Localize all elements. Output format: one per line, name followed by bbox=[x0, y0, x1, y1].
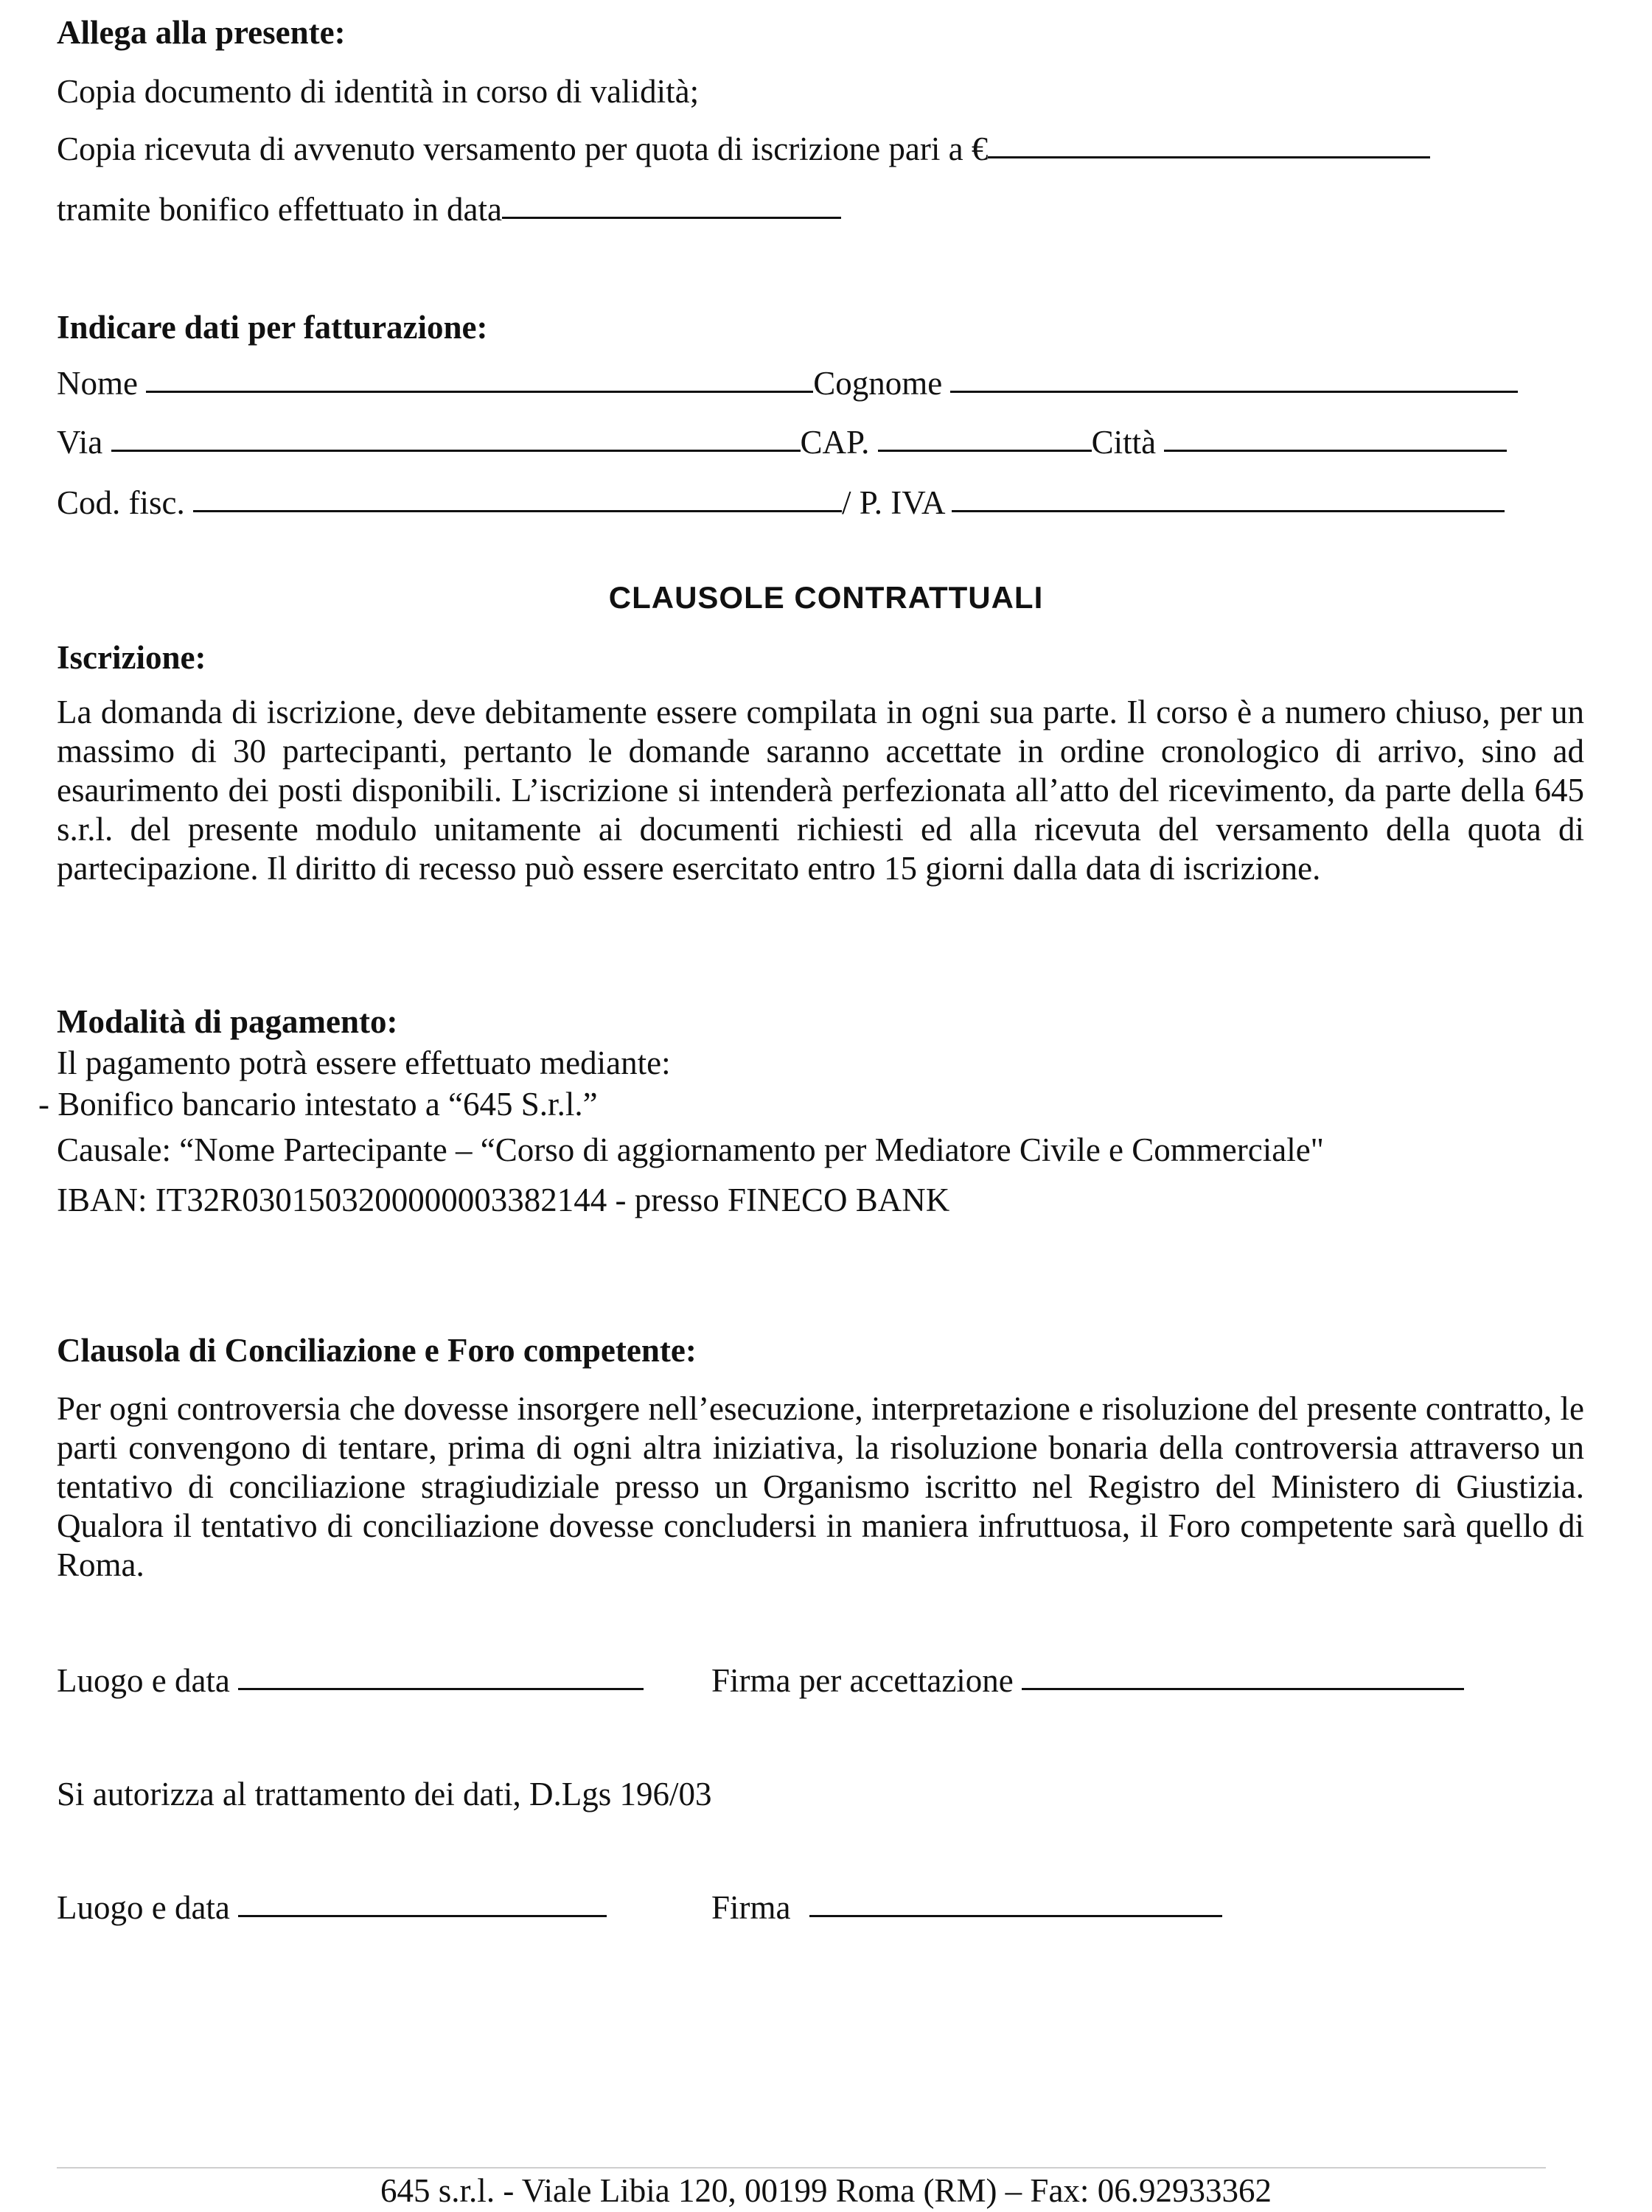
citta-field[interactable] bbox=[1164, 450, 1507, 452]
label-firma-accettazione: Firma per accettazione bbox=[711, 1662, 1014, 1699]
label-cognome: Cognome bbox=[813, 365, 943, 402]
row-firma bbox=[711, 1888, 1222, 1927]
label-via: Via bbox=[57, 424, 103, 461]
label-codfisc: Cod. fisc. bbox=[57, 484, 185, 521]
via-field[interactable] bbox=[111, 450, 801, 452]
quota-field[interactable] bbox=[988, 156, 1430, 158]
row-luogo-data-1 bbox=[57, 1661, 644, 1700]
iscrizione-text: La domanda di iscrizione, deve debitamente essere compilata in ogni sua parte. Il corso è a numero chiuso, per un massimo di 30 partecipanti, pertanto le domande saranno accettate in ordine cronologico di arrivo, sino ad esaurimento dei posti disponibili. L’iscrizione si intenderà perfezionata all’atto del ricevimento, da parte della 645 s.r.l. del presente modulo unitamente ai documenti richiesti ed alla ricevuta del versamento della quota di partecipazione. Il diritto di recesso può essere esercitato entro 15 giorni dalla data di iscrizione. bbox=[57, 694, 1584, 887]
luogo-data-field-2[interactable] bbox=[238, 1915, 607, 1917]
row-luogo-data-2 bbox=[57, 1888, 607, 1927]
luogo-data-field-1[interactable] bbox=[238, 1688, 644, 1690]
row-firma-accettazione bbox=[711, 1661, 1464, 1700]
pagamento-line-iban: IBAN: IT32R0301503200000003382144 - presso FINECO BANK bbox=[57, 1182, 950, 1218]
allega-row-bonifico bbox=[57, 190, 841, 228]
label-luogo-data-1: Luogo e data bbox=[57, 1662, 230, 1699]
cognome-field[interactable] bbox=[950, 391, 1518, 393]
cap-field[interactable] bbox=[878, 450, 1092, 452]
label-piva: / P. IVA bbox=[842, 484, 944, 521]
label-firma: Firma bbox=[711, 1889, 791, 1926]
nome-field[interactable] bbox=[146, 391, 813, 393]
pagamento-line-mediante: Il pagamento potrà essere effettuato mediante: bbox=[57, 1044, 671, 1081]
label-luogo-data-2: Luogo e data bbox=[57, 1889, 230, 1926]
autorizza-text: Si autorizza al trattamento dei dati, D.Lgs 196/03 bbox=[57, 1776, 712, 1812]
clausole-title: CLAUSOLE CONTRATTUALI bbox=[608, 580, 1044, 615]
firma-accettazione-field[interactable] bbox=[1022, 1688, 1464, 1690]
conciliazione-heading: Clausola di Conciliazione e Foro competente: bbox=[57, 1332, 697, 1369]
row-via-cap-citta bbox=[57, 423, 1507, 461]
firma-field[interactable] bbox=[809, 1915, 1222, 1917]
allega-line-bonifico: tramite bonifico effettuato in data bbox=[57, 191, 502, 228]
row-codfisc-piva bbox=[57, 484, 1505, 522]
allega-heading: Allega alla presente: bbox=[57, 14, 346, 51]
label-cap: CAP. bbox=[800, 424, 870, 461]
label-nome: Nome bbox=[57, 365, 138, 402]
pagamento-line-causale: Causale: “Nome Partecipante – “Corso di aggiornamento per Mediatore Civile e Commerciale" bbox=[57, 1131, 1325, 1168]
row-nome-cognome bbox=[57, 364, 1518, 402]
footer-divider bbox=[57, 2167, 1546, 2169]
pagamento-line-bonifico: - Bonifico bancario intestato a “645 S.r.l.” bbox=[38, 1086, 598, 1123]
iscrizione-heading: Iscrizione: bbox=[57, 639, 206, 676]
allega-line-identita: Copia documento di identità in corso di validità; bbox=[57, 73, 700, 110]
data-bonifico-field[interactable] bbox=[502, 217, 841, 219]
codfisc-field[interactable] bbox=[193, 510, 842, 512]
footer-address: 645 s.r.l. - Viale Libia 120, 00199 Roma (RM) – Fax: 06.92933362 bbox=[380, 2172, 1272, 2209]
conciliazione-text: Per ogni controversia che dovesse insorgere nell’esecuzione, interpretazione e risoluzione del presente contratto, le parti convengono di tentare, prima di ogni altra iniziativa, la risoluzione bonaria della controversia attraverso un tentativo di conciliazione stragiudiziale presso un Organismo iscritto nel Registro del Ministero di Giustizia. Qualora il tentativo di conciliazione dovesse concludersi in maniera infruttuosa, il Foro competente sarà quello di Roma. bbox=[57, 1390, 1584, 1583]
pagamento-heading: Modalità di pagamento: bbox=[57, 1003, 398, 1040]
label-citta: Città bbox=[1091, 424, 1157, 461]
allega-row-ricevuta bbox=[57, 130, 1430, 168]
fatturazione-heading: Indicare dati per fatturazione: bbox=[57, 309, 488, 346]
allega-line-ricevuta: Copia ricevuta di avvenuto versamento per quota di iscrizione pari a € bbox=[57, 130, 989, 167]
piva-field[interactable] bbox=[952, 510, 1505, 512]
